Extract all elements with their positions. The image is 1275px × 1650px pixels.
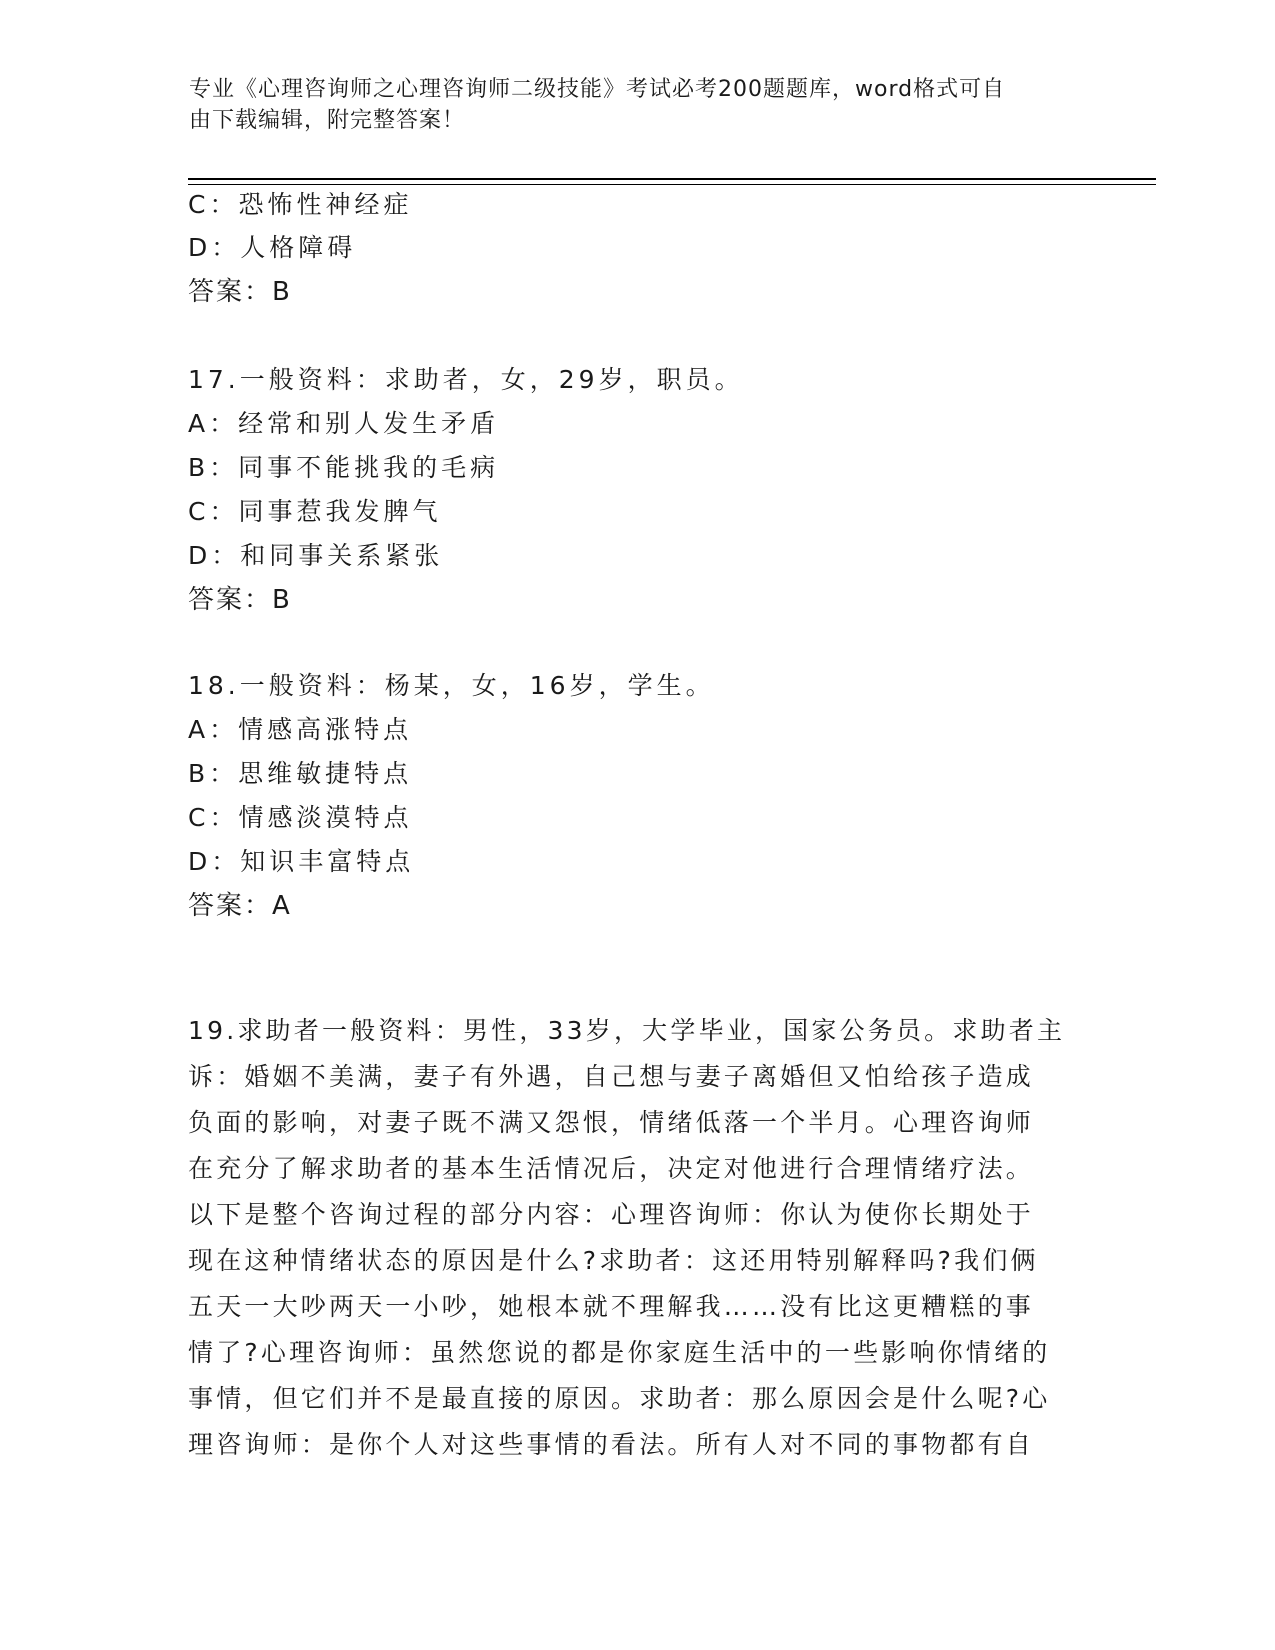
header-line-1: 专业《心理咨询师之心理咨询师二级技能》考试必考200题题库，word格式可自 — [189, 77, 1006, 102]
q17-option-c: C：同事惹我发脾气 — [188, 497, 442, 526]
q18-option-d: D：知识丰富特点 — [188, 847, 415, 876]
q17-option-a: A：经常和别人发生矛盾 — [188, 409, 500, 438]
q18-option-a: A：情感高涨特点 — [188, 715, 413, 744]
q19-paragraph — [188, 1008, 1088, 1468]
document-header — [189, 74, 1089, 136]
q16-answer: 答案：B — [188, 277, 292, 307]
q17-option-d: D：和同事关系紧张 — [188, 541, 444, 570]
q17-stem: 17.一般资料：求助者，女，29岁，职员。 — [188, 365, 744, 394]
q19-line: 理咨询师：是你个人对这些事情的看法。所有人对不同的事物都有自 — [188, 1430, 1035, 1459]
q18-option-c: C：情感淡漠特点 — [188, 803, 413, 832]
header-divider-thick — [188, 178, 1156, 180]
q18-answer: 答案：A — [188, 891, 292, 921]
q17-option-b: B：同事不能挑我的毛病 — [188, 453, 500, 482]
q16-option-d: D：人格障碍 — [188, 233, 357, 262]
q17-answer: 答案：B — [188, 585, 292, 615]
q19-line: 现在这种情绪状态的原因是什么?求助者：这还用特别解释吗?我们俩 — [188, 1246, 1039, 1275]
q18-option-b: B：思维敏捷特点 — [188, 759, 413, 788]
q19-line: 19.求助者一般资料：男性，33岁，大学毕业，国家公务员。求助者主 — [188, 1016, 1066, 1045]
q19-line: 五天一大吵两天一小吵，她根本就不理解我……没有比这更糟糕的事 — [188, 1292, 1035, 1321]
header-line-2: 由下载编辑，附完整答案！ — [189, 108, 466, 133]
q19-line: 诉：婚姻不美满，妻子有外遇，自己想与妻子离婚但又怕给孩子造成 — [188, 1062, 1035, 1091]
q19-line: 负面的影响，对妻子既不满又怨恨，情绪低落一个半月。心理咨询师 — [188, 1108, 1035, 1137]
q19-line: 以下是整个咨询过程的部分内容：心理咨询师：你认为使你长期处于 — [188, 1200, 1035, 1229]
q18-stem: 18.一般资料：杨某，女，16岁，学生。 — [188, 671, 715, 700]
q19-line: 在充分了解求助者的基本生活情况后，决定对他进行合理情绪疗法。 — [188, 1154, 1035, 1183]
q19-line: 事情，但它们并不是最直接的原因。求助者：那么原因会是什么呢?心 — [188, 1384, 1051, 1413]
q16-option-c: C：恐怖性神经症 — [188, 190, 413, 219]
q19-line: 情了?心理咨询师：虽然您说的都是你家庭生活中的一些影响你情绪的 — [188, 1338, 1051, 1367]
header-divider-thin — [188, 184, 1156, 185]
